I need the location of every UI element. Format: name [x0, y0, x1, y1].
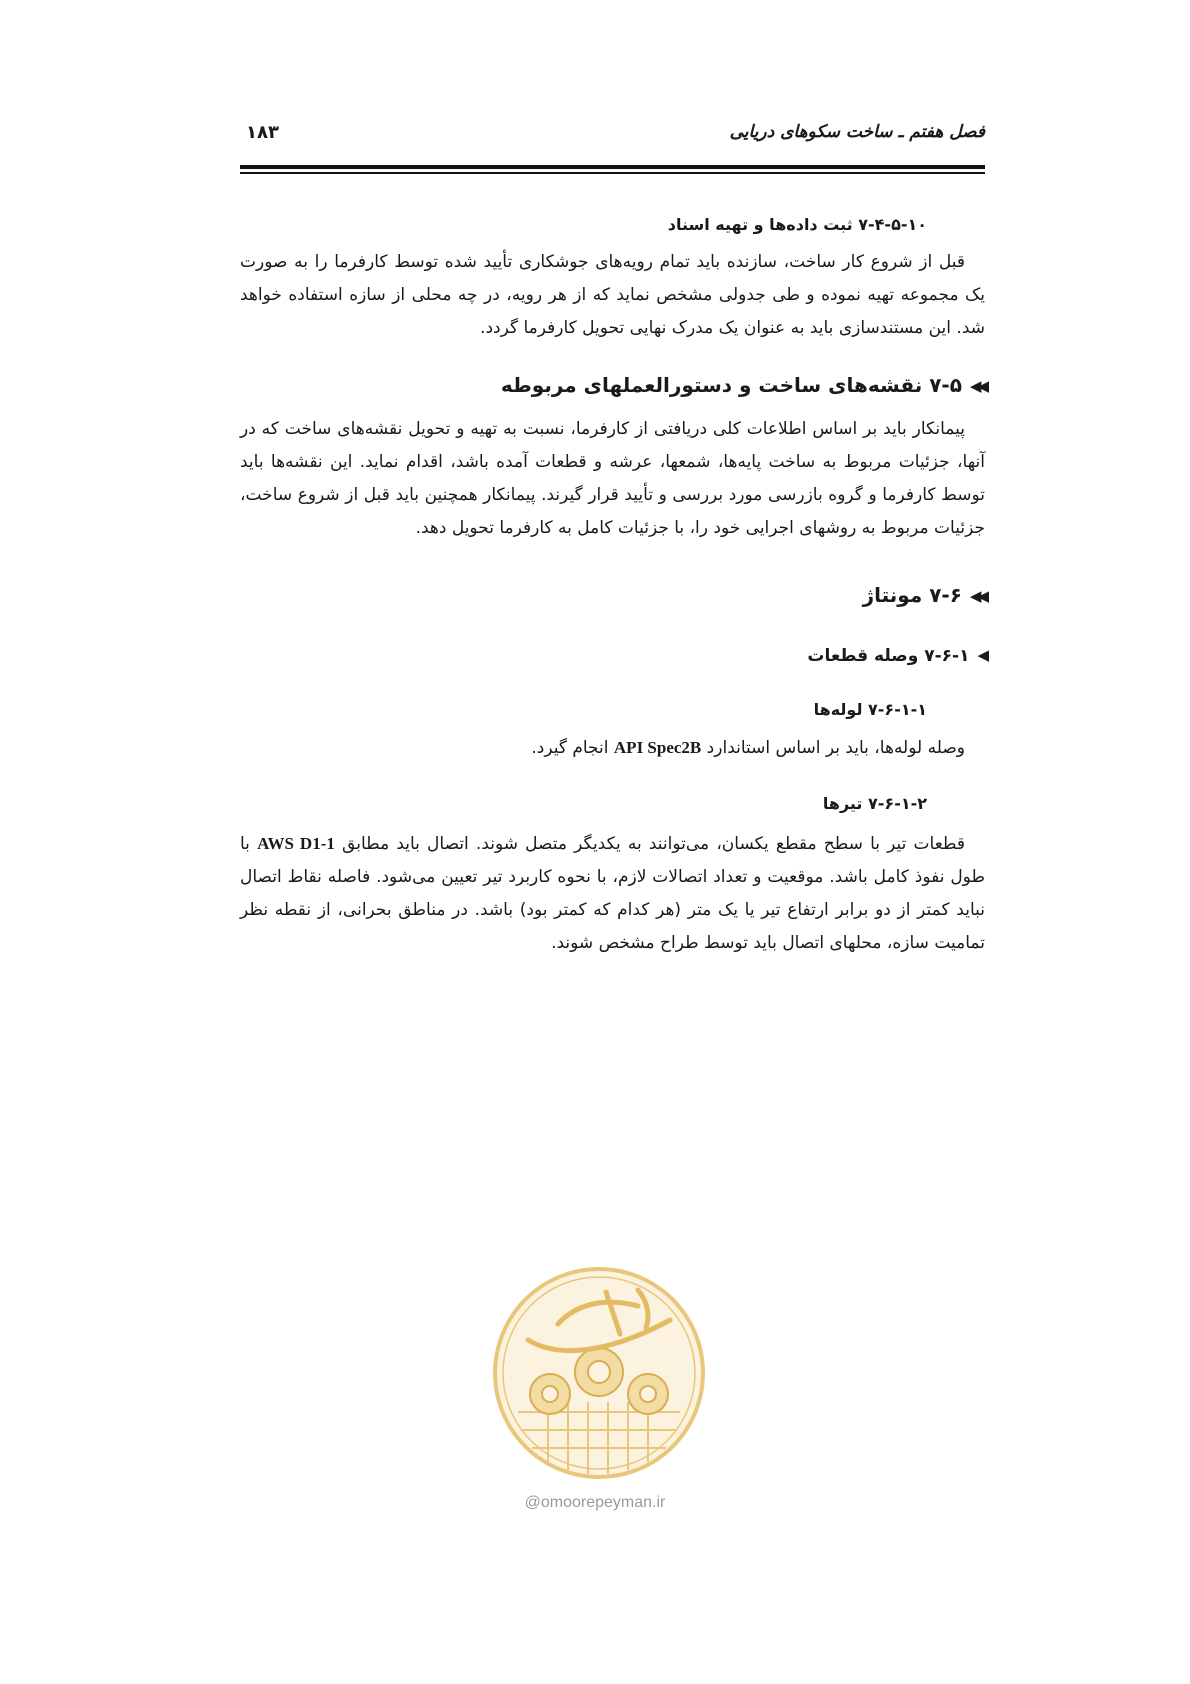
watermark-seal-icon [488, 1262, 710, 1484]
subsection-heading-7-4-5-10: ۷-۴-۵-۱۰ ثبت داده‌ها و تهیه اسناد [667, 215, 927, 234]
section-heading-7-5 [240, 363, 985, 407]
standard-api-spec2b: API Spec2B [613, 738, 702, 757]
double-arrow-icon: ◀◀ [969, 587, 985, 605]
subsection-heading-7-6-1 [240, 635, 985, 675]
paragraph-7-6-1-2-after: با طول نفوذ کامل باشد. موقعیت و تعداد اتصالات لازم، با نحوه کاربرد تیر تعیین می‌شود. فاصله نقاط اتصال نباید کمتر از دو برابر ارتفاع تیر یا یک متر (هر کدام که کمتر بود) باشد. در مناطق بحرانی، از نقطه نظر تمامیت سازه، محلهای اتصال باید توسط طراح مشخص شوند. [240, 834, 985, 953]
paragraph-7-4-5-10: قبل از شروع کار ساخت، سازنده باید تمام رویه‌های جوشکاری تأیید شده توسط کارفرما را به صورت یک مجموعه تهیه نموده و طی جدولی مشخص نماید که از هر رویه، در چه محلی از سازه استفاده خواهد شد. این مستندسازی باید به عنوان یک مدرک نهایی تحویل کارفرما گردد. [240, 252, 985, 338]
watermark-logo [488, 1262, 710, 1484]
section-heading-7-6-text: ۷-۶ مونتاژ [862, 583, 962, 607]
chapter-title: فصل هفتم ـ ساخت سکوهای دریایی [729, 122, 985, 142]
subsection-heading-7-6-1-text: ۷-۶-۱ وصله قطعات [807, 646, 970, 666]
standard-aws-d1-1: AWS D1-1 [257, 834, 335, 853]
paragraph-7-5: پیمانکار باید بر اساس اطلاعات کلی دریافتی از کارفرما، نسبت به تهیه و تحویل نقشه‌های ساخت که در آنها، جزئیات مربوط به ساخت پایه‌ها، شمعها، عرشه و قطعات آمده باشد، اقدام نماید. این نقشه‌ها باید توسط کارفرما و گروه بازرسی مورد بررسی و تأیید قرار گیرند. پیمانکار همچنین باید قبل از شروع ساخت، جزئیات مربوط به روشهای اجرایی خود را، با جزئیات کامل به کارفرما تحویل دهد. [240, 419, 985, 538]
paragraph-7-6-1-1 [240, 731, 985, 765]
section-heading-7-5-text: ۷-۵ نقشه‌های ساخت و دستورالعملهای مربوطه [500, 373, 962, 397]
paragraph-7-6-1-1-before: وصله لوله‌ها، باید بر اساس استاندارد [701, 738, 965, 758]
subsection-heading-7-6-1-2: ۷-۶-۱-۲ تیرها [822, 794, 927, 813]
watermark-url: @omoorepeyman.ir [524, 1494, 666, 1511]
main-content [240, 208, 985, 960]
double-arrow-icon: ◀◀ [969, 377, 985, 395]
running-header [240, 122, 985, 152]
header-rule-thin [240, 172, 985, 174]
paragraph-7-6-1-1-after: انجام گیرد. [531, 738, 614, 758]
arrow-icon: ◀ [977, 646, 985, 664]
paragraph-7-6-1-2-before: قطعات تیر با سطح مقطع یکسان، می‌توانند به یکدیگر متصل شوند. اتصال باید مطابق [334, 834, 965, 854]
subsection-heading-7-6-1-1: ۷-۶-۱-۱ لوله‌ها [813, 700, 927, 719]
page-number: ۱۸۳ [246, 122, 279, 143]
section-heading-7-6 [240, 573, 985, 617]
header-rule-thick [240, 165, 985, 169]
paragraph-7-6-1-2 [240, 827, 985, 960]
